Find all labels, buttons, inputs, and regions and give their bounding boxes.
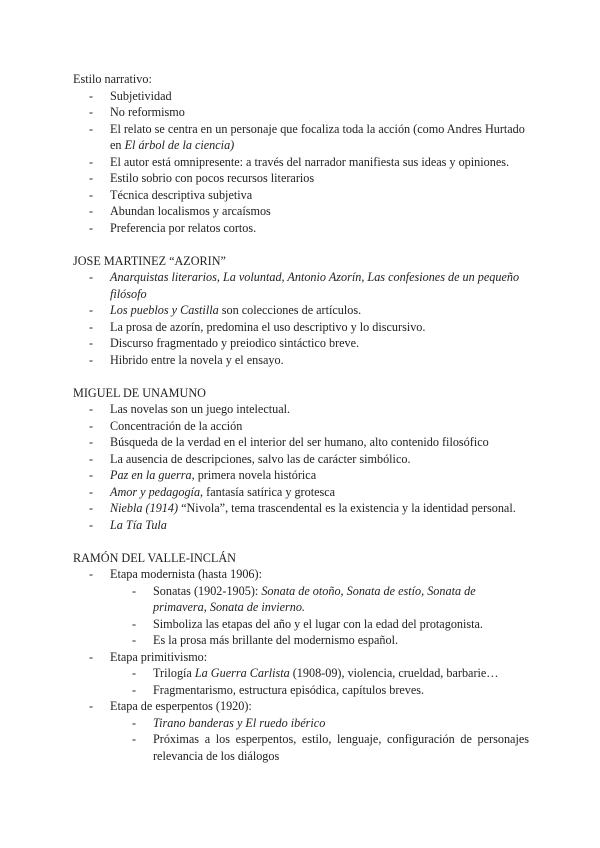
list-item	[73, 418, 529, 435]
bullet-dash: -	[132, 616, 137, 631]
list-item	[73, 335, 529, 352]
section-title: Estilo narrativo:	[73, 72, 152, 86]
item-text: Es la prosa más brillante del modernismo español.	[153, 633, 399, 647]
bullet-dash: -	[89, 699, 94, 713]
item-text	[110, 270, 519, 301]
bullet-list	[73, 88, 529, 237]
bullet-dash: -	[89, 451, 94, 466]
list-item	[73, 319, 529, 336]
item-text-italic: Niebla (1914)	[110, 501, 179, 515]
item-text: Fragmentarismo, estructura episódica, capítulos breves.	[153, 682, 425, 697]
sub-list-item	[73, 731, 529, 764]
item-text: La prosa de azorín, predomina el uso descriptivo y lo discursivo.	[110, 319, 426, 334]
section-ramon-del-valle-inclan	[73, 550, 529, 765]
list-item	[73, 467, 529, 484]
section-jose-martinez-azorin	[73, 253, 529, 369]
item-text-plain: Trilogía	[153, 666, 195, 680]
bullet-dash: -	[89, 418, 94, 433]
item-text: Búsqueda de la verdad en el interior del ser humano, alto contenido filosófico	[110, 435, 489, 449]
item-text-italic: Anarquistas literarios, La voluntad, Antonio Azorín, Las confesiones de un pequeño filósofo	[110, 270, 520, 301]
list-item	[73, 401, 529, 418]
bullet-dash: -	[89, 270, 94, 284]
section-title: RAMÓN DEL VALLE-INCLÁN	[73, 550, 236, 565]
sub-list-item	[73, 616, 529, 633]
bullet-dash: -	[89, 352, 94, 367]
item-text	[153, 584, 476, 615]
list-item	[73, 203, 529, 220]
bullet-dash: -	[89, 649, 94, 664]
list-item	[73, 154, 529, 171]
item-text-italic: Amor y pedagogía,	[110, 484, 204, 499]
bullet-dash: -	[132, 732, 137, 746]
bullet-dash: -	[89, 187, 94, 202]
item-text-plain: son colecciones de artículos.	[218, 303, 362, 317]
list-item	[73, 269, 529, 302]
bullet-dash: -	[132, 633, 137, 647]
item-text	[110, 518, 167, 532]
item-text: Discurso fragmentado y preiodico sintáctico breve.	[110, 336, 360, 350]
section-gap	[73, 533, 529, 550]
item-text: El autor está omnipresente: a través del narrador manifiesta sus ideas y opiniones.	[110, 154, 510, 169]
bullet-list	[73, 269, 529, 368]
bullet-list	[73, 566, 529, 764]
item-text	[110, 468, 316, 482]
item-text: Preferencia por relatos cortos.	[110, 220, 257, 235]
item-text	[110, 303, 361, 317]
item-text: No reformismo	[110, 105, 185, 119]
item-text: Etapa primitivismo:	[110, 649, 208, 664]
list-item	[73, 698, 529, 715]
item-text: Etapa modernista (hasta 1906):	[110, 567, 262, 581]
bullet-dash: -	[132, 682, 137, 697]
item-text-italic: La Tía Tula	[110, 517, 167, 532]
list-item	[73, 220, 529, 237]
item-text: Próximas a los esperpentos, estilo, lenguaje, configuración de personajes relevancia de los diálogos	[153, 732, 529, 763]
item-text-italic: Sonata de otoño, Sonata de estío, Sonata de primavera, Sonata de invierno.	[153, 583, 476, 614]
list-item	[73, 434, 529, 451]
item-text: Concentración de la acción	[110, 418, 243, 433]
item-text-plain: (1908-09), violencia, crueldad, barbarie…	[289, 666, 499, 680]
section-gap	[73, 236, 529, 253]
bullet-dash: -	[89, 105, 94, 119]
item-text: La ausencia de descripciones, salvo las de carácter simbólico.	[110, 451, 411, 466]
item-text: Técnica descriptiva subjetiva	[110, 187, 253, 202]
section-miguel-de-unamuno	[73, 385, 529, 534]
item-text-plain: El relato se centra en un personaje que focaliza toda la acción (como Andres Hurtado en	[110, 121, 525, 152]
item-text	[153, 716, 325, 730]
bullet-dash: -	[89, 468, 94, 482]
item-text: Subjetividad	[110, 88, 172, 103]
bullet-dash: -	[89, 336, 94, 350]
list-item	[73, 484, 529, 501]
bullet-dash: -	[89, 204, 94, 218]
bullet-dash: -	[89, 484, 94, 499]
section-title: JOSE MARTINEZ “AZORIN”	[73, 253, 226, 268]
bullet-dash: -	[89, 517, 94, 532]
list-item	[73, 566, 529, 583]
list-item	[73, 121, 529, 154]
bullet-dash: -	[132, 666, 137, 680]
list-item	[73, 88, 529, 105]
sub-list-item	[73, 665, 529, 682]
bullet-list	[73, 401, 529, 533]
bullet-dash: -	[89, 319, 94, 334]
item-text-italic: El árbol de la ciencia)	[124, 138, 235, 152]
document-body	[73, 71, 529, 764]
item-text	[110, 485, 335, 499]
section-title: MIGUEL DE UNAMUNO	[73, 385, 206, 400]
item-text: Abundan localismos y arcaísmos	[110, 204, 271, 218]
item-text	[110, 122, 525, 153]
sub-list-item	[73, 632, 529, 649]
item-text-plain: “Nivola”, tema trascendental es la existencia y la identidad personal.	[178, 501, 516, 515]
item-text: Las novelas son un juego intelectual.	[110, 402, 291, 416]
list-item	[73, 352, 529, 369]
list-item	[73, 649, 529, 666]
item-text	[110, 501, 516, 515]
item-text-italic: Los pueblos y Castilla	[110, 303, 219, 317]
list-item	[73, 500, 529, 517]
bullet-dash: -	[89, 154, 94, 169]
bullet-dash: -	[89, 121, 94, 136]
list-item	[73, 187, 529, 204]
item-text: Etapa de esperpentos (1920):	[110, 699, 252, 713]
item-text-plain: Sonatas (1902-1905):	[153, 583, 262, 598]
list-item	[73, 302, 529, 319]
item-text-italic: La Guerra Carlista	[194, 666, 290, 680]
list-item	[73, 170, 529, 187]
list-item	[73, 517, 529, 534]
sub-list-item	[73, 583, 529, 616]
item-text-italic: Tirano banderas y El ruedo ibérico	[153, 715, 326, 730]
item-text: Estilo sobrio con pocos recursos literarios	[110, 171, 315, 185]
item-text-plain: fantasía satírica y grotesca	[203, 484, 336, 499]
bullet-dash: -	[89, 220, 94, 235]
bullet-dash: -	[132, 715, 137, 730]
bullet-dash: -	[89, 435, 94, 449]
item-text-italic: Paz en la guerra,	[110, 468, 195, 482]
item-text: Hibrido entre la novela y el ensayo.	[110, 352, 284, 367]
bullet-dash: -	[89, 501, 94, 515]
list-item	[73, 451, 529, 468]
section-gap	[73, 368, 529, 385]
bullet-dash: -	[89, 171, 94, 185]
bullet-dash: -	[89, 402, 94, 416]
item-text	[153, 666, 499, 680]
list-item	[73, 104, 529, 121]
item-text: Simboliza las etapas del año y el lugar con la edad del protagonista.	[153, 616, 483, 631]
sub-list-item	[73, 682, 529, 699]
item-text-plain: primera novela histórica	[194, 468, 317, 482]
bullet-dash: -	[132, 583, 137, 598]
section-estilo-narrativo	[73, 71, 529, 236]
sub-list-item	[73, 715, 529, 732]
bullet-dash: -	[89, 88, 94, 103]
bullet-dash: -	[89, 567, 94, 581]
bullet-dash: -	[89, 303, 94, 317]
